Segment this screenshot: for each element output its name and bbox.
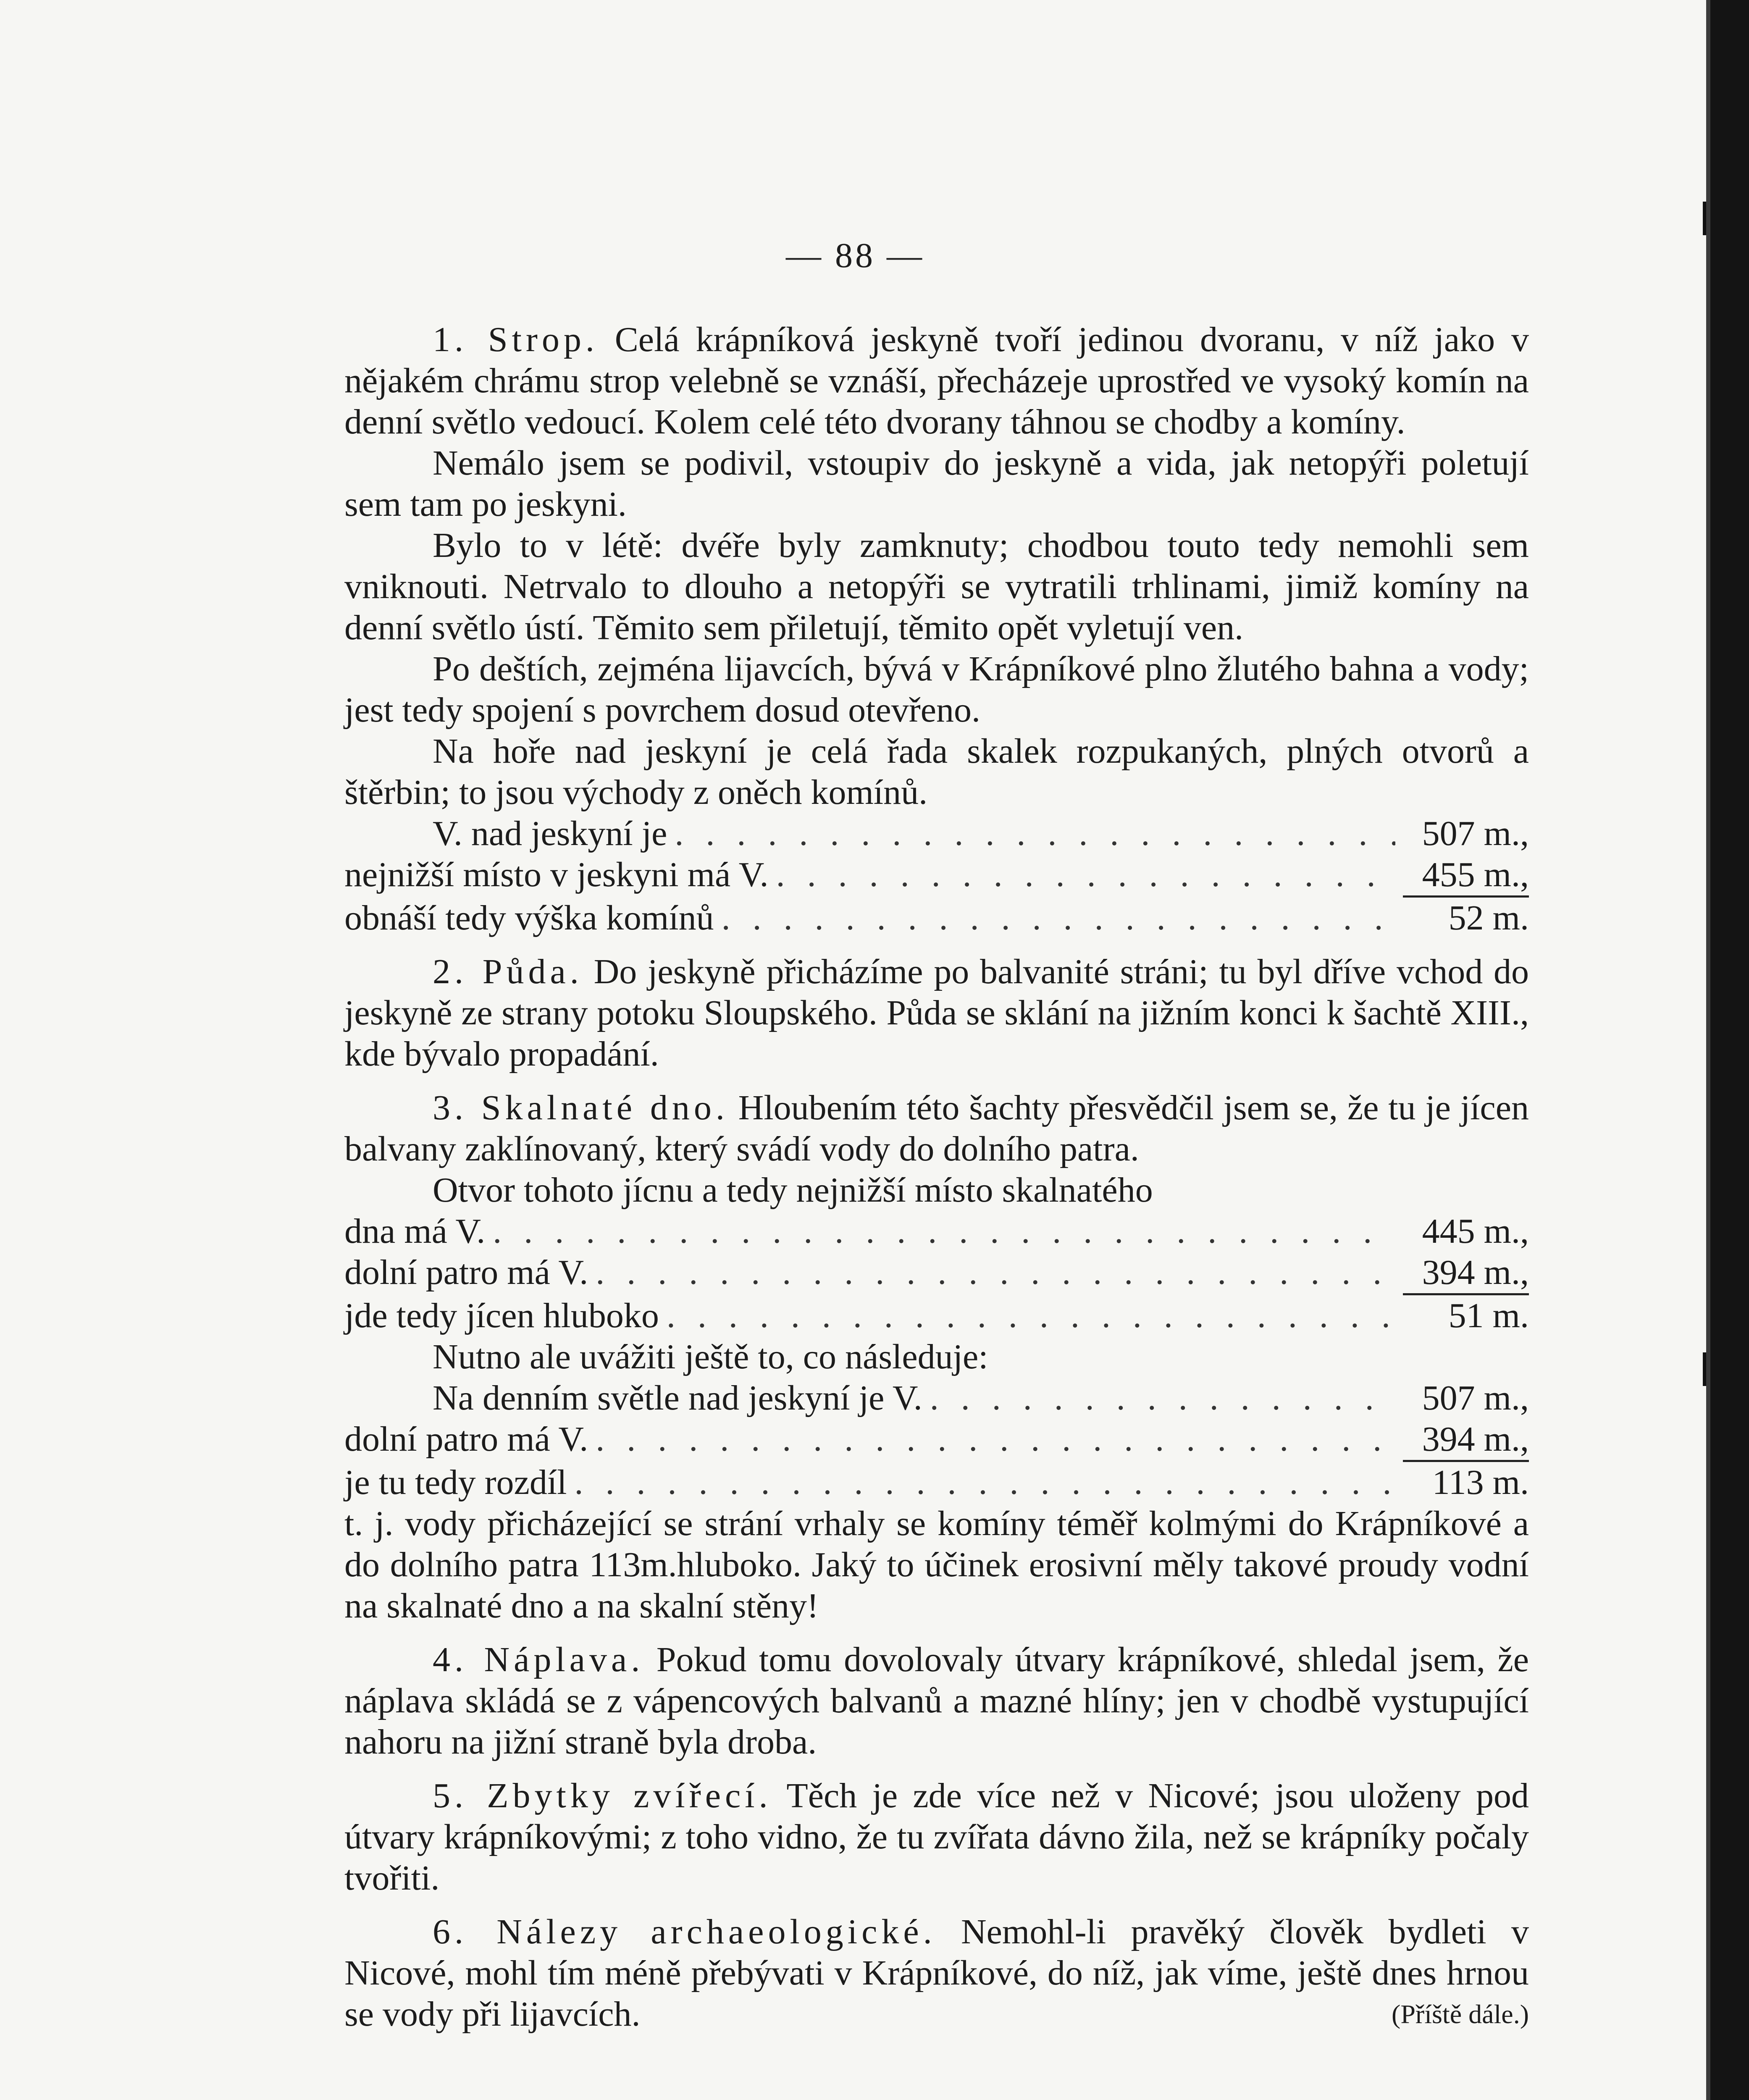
table-row: dolní patro má V. . . . 394 m., (344, 1419, 1529, 1462)
section-heading: 3. Skalnaté dno. (433, 1088, 729, 1127)
table-row: je tu tedy rozdíl . . . 113 m. (344, 1462, 1529, 1503)
paragraph: Bylo to v létě: dvéře byly zamknuty; chodbou touto tedy nemohli sem vniknouti. Netrvalo to dlouho a netopýři se vytratili trhlinami, jimiž komíny na denní světlo ústí. Těmito sem přiletují, těmito opět vyletují ven. (344, 526, 1529, 647)
body-text (344, 319, 1529, 2035)
scan-edge-mark (1703, 1352, 1706, 1386)
section-heading: 5. Zbytky zvířecí. (433, 1776, 772, 1815)
table-row: dolní patro má V. . . . 394 m., (344, 1252, 1529, 1295)
table-row: jde tedy jícen hluboko . . . 51 m. (344, 1295, 1529, 1336)
table-row: nejnižší místo v jeskyni má V. . . . 455 m., (344, 854, 1529, 898)
section-heading: 4. Náplava. (433, 1640, 644, 1679)
paragraph: Po deštích, zejména lijavcích, bývá v Krápníkové plno žlutého bahna a vody; jest tedy spojení s povrchem dosud otevřeno. (344, 649, 1529, 730)
table-row: V. nad jeskyní je . . . 507 m., (344, 813, 1529, 854)
table-row: dna má V. . . . 445 m., (344, 1211, 1529, 1252)
table-row: Na denním světle nad jeskyní je V. . . . 507 m., (344, 1378, 1529, 1419)
paragraph: t. j. vody přicházející se strání vrhaly se komíny téměř kolmými do Krápníkové a do dolního patra 113m.hluboko. Jaký to účinek erosivní měly takové proudy vodní na skalnaté dno a na skalní stěny! (344, 1504, 1529, 1625)
paragraph: Otvor tohoto jícnu a tedy nejnižší místo skalnatého (433, 1171, 1153, 1210)
paragraph-puda: 2. Půda. Do jeskyně přicházíme po balvanité stráni; tu byl dříve vchod do jeskyně ze strany potoku Sloupského. Půda se sklání na jižním konci k šachtě XIII., kde bývalo propadání. (344, 952, 1529, 1074)
paragraph-naplava: 4. Náplava. Pokud tomu dovolovaly útvary krápníkové, shledal jsem, že náplava skládá se z vápencových balvanů a mazné hlíny; jen v chodbě vystupující nahoru na jižní straně byla droba. (344, 1640, 1529, 1761)
paragraph-skalnate-dno: 3. Skalnaté dno. Hloubením této šachty přesvědčil jsem se, že tu je jícen balvany zaklínovaný, který svádí vody do dolního patra. (344, 1088, 1529, 1168)
paragraph-strop: 1. Strop. Celá krápníková jeskyně tvoří jedinou dvoranu, v níž jako v nějakém chrámu strop velebně se vznáší, přecházeje uprostřed ve vysoký komín na denní světlo vedoucí. Kolem celé této dvorany táhnou se chodby a komíny. (344, 320, 1529, 441)
table-row: obnáší tedy výška komínů . . . 52 m. (344, 898, 1529, 939)
paragraph: Na hoře nad jeskyní je celá řada skalek rozpukaných, plných otvorů a štěrbin; to jsou východy z oněch komínů. (344, 732, 1529, 812)
section-heading: 1. Strop. (433, 320, 599, 359)
paragraph: Nemálo jsem se podivil, vstoupiv do jeskyně a vida, jak netopýři poletují sem tam po jeskyni. (344, 444, 1529, 524)
scan-edge-mark (1703, 202, 1706, 235)
paragraph-nalezy: 6. Nálezy archaeologické. Nemohl-li pravěký člověk bydleti v Nicové, mohl tím méně přebývati v Krápníkové, do níž, jak víme, ještě dnes hrnou se vody při lijavcích. (Příště dále.) (344, 1911, 1529, 2035)
page-number: — 88 — (786, 236, 924, 275)
paragraph-zbytky: 5. Zbytky zvířecí. Těch je zde více než v Nicové; jsou uloženy pod útvary krápníkovými; z toho vidno, že tu zvířata dávno žila, než se krápníky počaly tvořiti. (344, 1776, 1529, 1898)
continued-note: (Příště dále.) (1392, 1999, 1529, 2029)
section-heading: 2. Půda. (433, 952, 583, 991)
section-heading: 6. Nálezy archaeologické. (433, 1912, 936, 1951)
paragraph: Nutno ale uvážiti ještě to, co následuje: (433, 1337, 988, 1376)
